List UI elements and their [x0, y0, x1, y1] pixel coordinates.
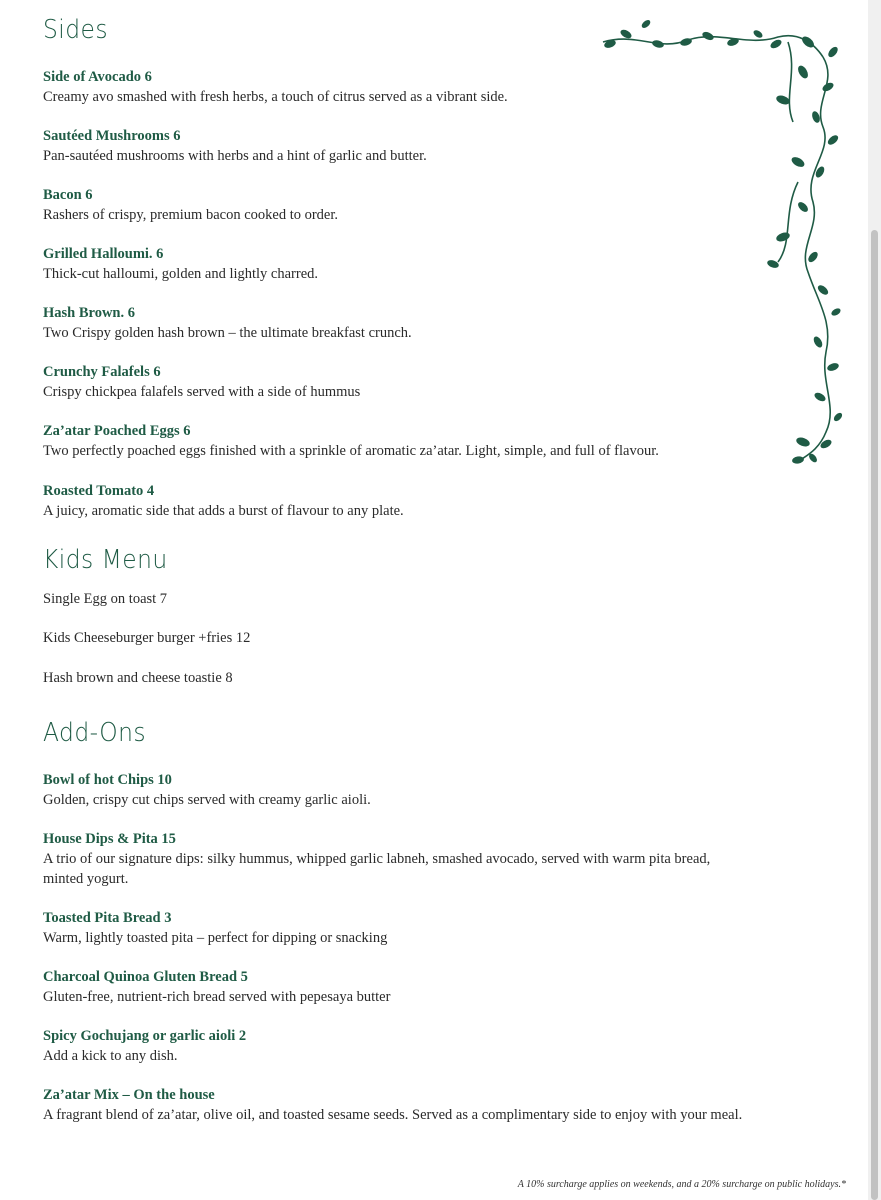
item-name: Crunchy Falafels 6 — [43, 364, 161, 380]
item-desc: Crispy chickpea falafels served with a side of hummus — [43, 384, 361, 400]
item-name: Toasted Pita Bread 3 — [43, 910, 172, 926]
item-name: Roasted Tomato 4 — [43, 483, 155, 499]
item-desc: Gluten-free, nutrient-rich bread served with pepesaya butter — [43, 989, 391, 1005]
item-name: Bacon 6 — [43, 187, 93, 203]
kids-item-label: Kids Cheeseburger burger +fries 12 — [43, 630, 251, 646]
kids-item — [43, 589, 763, 609]
item-name: Charcoal Quinoa Gluten Bread 5 — [43, 969, 248, 985]
kids-item — [43, 628, 763, 648]
item-desc: Warm, lightly toasted pita – perfect for dipping or snacking — [43, 930, 388, 946]
addons-item — [43, 967, 763, 1007]
kids-item-label: Hash brown and cheese toastie 8 — [43, 670, 233, 686]
addons-item — [43, 829, 743, 889]
sides-title: Sides — [43, 15, 109, 45]
item-name: Sautéed Mushrooms 6 — [43, 128, 181, 144]
item-desc: Two Crispy golden hash brown – the ultimate breakfast crunch. — [43, 325, 412, 341]
kids-item-label: Single Egg on toast 7 — [43, 591, 168, 607]
addons-item — [43, 1026, 763, 1066]
item-desc: A juicy, aromatic side that adds a burst of flavour to any plate. — [43, 503, 404, 519]
scrollbar-thumb[interactable] — [871, 230, 878, 1200]
item-name: Hash Brown. 6 — [43, 305, 135, 321]
item-name: Za’atar Poached Eggs 6 — [43, 423, 191, 439]
item-name: Grilled Halloumi. 6 — [43, 246, 164, 262]
addons-title: Add-Ons — [43, 718, 146, 748]
kids-section — [43, 544, 763, 576]
item-name: Bowl of hot Chips 10 — [43, 772, 172, 788]
addons-item — [43, 1085, 743, 1125]
addons-section — [43, 717, 763, 749]
item-desc: Two perfectly poached eggs finished with a sprinkle of aromatic za’atar. Light, simple, and full of flavour. — [43, 443, 659, 459]
item-desc: Creamy avo smashed with fresh herbs, a touch of citrus served as a vibrant side. — [43, 89, 508, 105]
surcharge-footnote: A 10% surcharge applies on weekends, and a 20% surcharge on public holidays.* — [517, 1179, 846, 1190]
item-name: Spicy Gochujang or garlic aioli 2 — [43, 1028, 247, 1044]
kids-item — [43, 668, 763, 688]
item-desc: A fragrant blend of za’atar, olive oil, and toasted sesame seeds. Served as a complimentary side to enjoy with your meal. — [43, 1107, 743, 1123]
item-name: Za’atar Mix – On the house — [43, 1087, 215, 1103]
item-name: House Dips & Pita 15 — [43, 831, 176, 847]
item-name: Side of Avocado 6 — [43, 69, 152, 85]
item-desc: Golden, crispy cut chips served with creamy garlic aioli. — [43, 792, 371, 808]
item-desc: Thick-cut halloumi, golden and lightly charred. — [43, 266, 319, 282]
item-desc: Pan-sautéed mushrooms with herbs and a hint of garlic and butter. — [43, 148, 427, 164]
kids-title: Kids Menu — [43, 545, 168, 575]
item-desc: Rashers of crispy, premium bacon cooked to order. — [43, 207, 339, 223]
item-desc: A trio of our signature dips: silky hummus, whipped garlic labneh, smashed avocado, served with warm pita bread, minted yogurt. — [43, 851, 711, 887]
ivy-vine-icon — [598, 12, 848, 472]
item-desc: Add a kick to any dish. — [43, 1048, 178, 1064]
addons-item — [43, 770, 763, 810]
scrollbar[interactable] — [868, 0, 881, 1200]
addons-item — [43, 908, 763, 948]
sides-item — [43, 481, 763, 521]
